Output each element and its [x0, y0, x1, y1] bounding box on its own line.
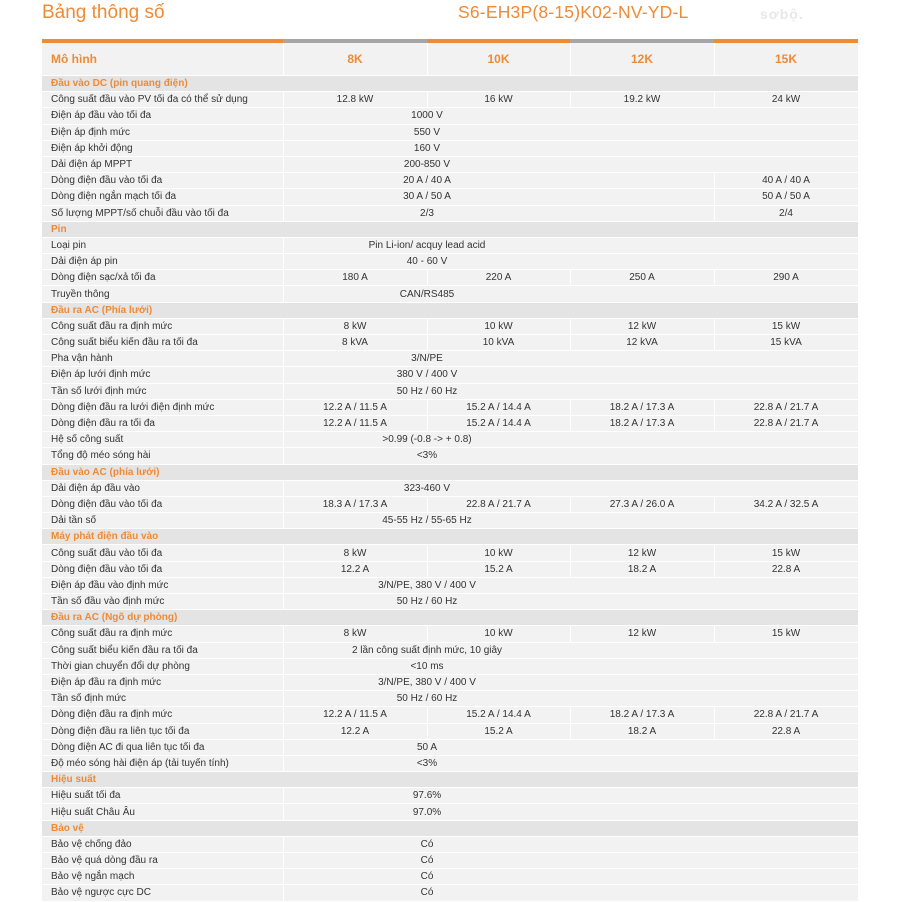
spec-value-text: <3%	[416, 757, 438, 769]
spec-value-merged	[283, 691, 858, 707]
spec-value-text: 160 V	[413, 142, 441, 154]
spec-value-merged	[283, 383, 858, 399]
spec-value-merged	[283, 432, 858, 448]
spec-label: Dòng điện ngắn mạch tối đa	[42, 189, 283, 205]
table-row	[42, 723, 858, 739]
spec-label: Tần số lưới định mức	[42, 383, 283, 399]
spec-value: 12.8 kW	[283, 92, 427, 108]
spec-value-text: Có	[420, 838, 434, 850]
spec-value-text: 20 A / 40 A	[403, 175, 451, 187]
spec-value-text: Có	[420, 871, 434, 883]
spec-label: Dải điện áp MPPT	[42, 156, 283, 172]
table-row	[42, 270, 858, 286]
table-row	[42, 140, 858, 156]
spec-label: Bảo vệ quá dòng đầu ra	[42, 853, 283, 869]
spec-value-merged	[283, 140, 858, 156]
spec-value-merged	[283, 674, 858, 690]
section-title: Pin	[42, 221, 858, 237]
spec-value-merged	[283, 448, 858, 464]
spec-value-merged	[283, 755, 858, 771]
spec-label: Dòng điện sạc/xả tối đa	[42, 270, 283, 286]
spec-value: 22.8 A	[714, 561, 858, 577]
spec-value: 15.2 A / 14.4 A	[427, 399, 570, 415]
spec-value: 15.2 A / 14.4 A	[427, 707, 570, 723]
table-row	[42, 836, 858, 852]
spec-value: 15 kW	[714, 545, 858, 561]
section-header-row	[42, 610, 858, 626]
spec-value-text: 40 - 60 V	[406, 256, 448, 268]
spec-value: 24 kW	[714, 92, 858, 108]
spec-value-text: Có	[420, 855, 434, 867]
table-row	[42, 545, 858, 561]
spec-value: 15 kW	[714, 626, 858, 642]
spec-label: Dòng điện đầu vào tối đa	[42, 561, 283, 577]
column-header-12k: 12K	[570, 43, 714, 76]
spec-label: Công suất biểu kiến đầu ra tối đa	[42, 335, 283, 351]
column-header-15k: 15K	[714, 43, 858, 76]
spec-value-text: 97.6%	[412, 790, 442, 802]
spec-value-merged	[283, 173, 714, 189]
table-row	[42, 885, 858, 901]
spec-value: 15 kW	[714, 318, 858, 334]
spec-value-merged	[283, 577, 858, 593]
spec-value: 18.2 A / 17.3 A	[570, 415, 714, 431]
spec-value-merged	[283, 853, 858, 869]
spec-value-merged	[283, 108, 858, 124]
spec-value-text: 50 Hz / 60 Hz	[396, 596, 458, 608]
spec-value-text: 97.0%	[412, 806, 442, 818]
section-title: Hiệu suất	[42, 772, 858, 788]
table-row	[42, 254, 858, 270]
spec-label: Điện áp khởi động	[42, 140, 283, 156]
spec-label: Bảo vệ ngược cực DC	[42, 885, 283, 901]
spec-value: 15.2 A	[427, 561, 570, 577]
spec-value-text: Có	[420, 887, 434, 899]
table-row	[42, 156, 858, 172]
spec-label: Công suất đầu vào PV tối đa có thể sử dụng	[42, 92, 283, 108]
table-row	[42, 788, 858, 804]
spec-value-text: 323-460 V	[403, 482, 451, 494]
table-row	[42, 415, 858, 431]
table-row	[42, 367, 858, 383]
spec-value: 27.3 A / 26.0 A	[570, 496, 714, 512]
spec-value: 18.2 A	[570, 561, 714, 577]
spec-label: Tổng độ méo sóng hài	[42, 448, 283, 464]
table-row	[42, 626, 858, 642]
spec-value-merged	[283, 480, 858, 496]
section-title: Đầu ra AC (Ngõ dự phòng)	[42, 610, 858, 626]
spec-value-merged	[283, 237, 858, 253]
spec-value-text: 200-850 V	[403, 159, 451, 171]
spec-value: 290 A	[714, 270, 858, 286]
section-header-row	[42, 529, 858, 545]
section-title: Đầu vào AC (phía lưới)	[42, 464, 858, 480]
spec-label: Dòng điện đầu ra tối đa	[42, 415, 283, 431]
spec-value-text: 550 V	[413, 126, 441, 138]
spec-value: 12 kVA	[570, 335, 714, 351]
spec-label: Truyền thông	[42, 286, 283, 302]
spec-label: Điện áp đầu vào định mức	[42, 577, 283, 593]
spec-value: 10 kVA	[427, 335, 570, 351]
spec-value: 10 kW	[427, 545, 570, 561]
spec-label: Tần số đầu vào định mức	[42, 594, 283, 610]
spec-value: 15 kVA	[714, 335, 858, 351]
page-title: Bảng thông số	[42, 2, 165, 23]
table-row	[42, 92, 858, 108]
table-row	[42, 351, 858, 367]
spec-value: 220 A	[427, 270, 570, 286]
table-row	[42, 642, 858, 658]
table-row	[42, 318, 858, 334]
section-header-row	[42, 820, 858, 836]
table-row	[42, 577, 858, 593]
spec-value: 8 kW	[283, 545, 427, 561]
spec-value-text: 2/3	[420, 207, 434, 219]
section-header-row	[42, 302, 858, 318]
spec-value-merged	[283, 254, 858, 270]
table-row	[42, 561, 858, 577]
section-header-row	[42, 221, 858, 237]
spec-value: 12 kW	[570, 318, 714, 334]
table-header-row	[42, 43, 858, 76]
spec-label: Điện áp định mức	[42, 124, 283, 140]
table-row	[42, 124, 858, 140]
section-title: Máy phát điện đầu vào	[42, 529, 858, 545]
spec-value: 180 A	[283, 270, 427, 286]
spec-label: Công suất đầu ra định mức	[42, 626, 283, 642]
spec-label: Loại pin	[42, 237, 283, 253]
spec-label: Dòng điện đầu vào tối đa	[42, 173, 283, 189]
section-title: Bảo vệ	[42, 820, 858, 836]
table-row	[42, 658, 858, 674]
spec-value-merged	[283, 156, 858, 172]
spec-value-text: 30 A / 50 A	[403, 191, 451, 203]
spec-value: 18.3 A / 17.3 A	[283, 496, 427, 512]
spec-value: 10 kW	[427, 626, 570, 642]
table-row	[42, 869, 858, 885]
spec-value: 250 A	[570, 270, 714, 286]
spec-label: Thời gian chuyển đổi dự phòng	[42, 658, 283, 674]
spec-value-merged	[283, 885, 858, 901]
spec-value-text: 45-55 Hz / 55-65 Hz	[382, 515, 472, 527]
table-row	[42, 108, 858, 124]
spec-value-text: 380 V / 400 V	[396, 369, 458, 381]
spec-table	[42, 43, 859, 902]
spec-value-text: CAN/RS485	[399, 288, 455, 300]
spec-value: 22.8 A / 21.7 A	[714, 399, 858, 415]
spec-value: 10 kW	[427, 318, 570, 334]
column-header-8k: 8K	[283, 43, 427, 76]
spec-value-merged	[283, 869, 858, 885]
spec-value: 12.2 A / 11.5 A	[283, 399, 427, 415]
table-row	[42, 237, 858, 253]
spec-value-text: 3/N/PE	[411, 353, 443, 365]
spec-label: Dòng điện AC đi qua liên tục tối đa	[42, 739, 283, 755]
table-row	[42, 480, 858, 496]
table-row	[42, 189, 858, 205]
section-title: Đầu vào DC (pin quang điện)	[42, 76, 858, 92]
table-row	[42, 286, 858, 302]
spec-label: Dải điện áp đầu vào	[42, 480, 283, 496]
spec-label: Pha vận hành	[42, 351, 283, 367]
spec-label: Độ méo sóng hài điện áp (tải tuyến tính)	[42, 755, 283, 771]
spec-value-text: <3%	[416, 450, 438, 462]
spec-value: 12.2 A / 11.5 A	[283, 707, 427, 723]
spec-value-merged	[283, 804, 858, 820]
spec-value: 34.2 A / 32.5 A	[714, 496, 858, 512]
spec-value: 2/4	[714, 205, 858, 221]
spec-label: Điện áp đầu ra định mức	[42, 674, 283, 690]
section-title: Đầu ra AC (Phía lưới)	[42, 302, 858, 318]
spec-value-merged	[283, 286, 858, 302]
spec-value-merged	[283, 513, 858, 529]
spec-label: Số lượng MPPT/số chuỗi đầu vào tối đa	[42, 205, 283, 221]
spec-value: 18.2 A	[570, 723, 714, 739]
spec-value-merged	[283, 205, 714, 221]
table-row	[42, 205, 858, 221]
spec-value-text: Pin Li-ion/ acquy lead acid	[368, 239, 486, 251]
table-row	[42, 432, 858, 448]
spec-value-merged	[283, 367, 858, 383]
spec-value: 15.2 A	[427, 723, 570, 739]
spec-label: Dòng điện đầu vào tối đa	[42, 496, 283, 512]
spec-value: 50 A / 50 A	[714, 189, 858, 205]
spec-value: 40 A / 40 A	[714, 173, 858, 189]
table-row	[42, 173, 858, 189]
spec-value: 15.2 A / 14.4 A	[427, 415, 570, 431]
spec-value: 22.8 A / 21.7 A	[714, 415, 858, 431]
spec-value: 22.8 A / 21.7 A	[714, 707, 858, 723]
spec-value-text: 50 Hz / 60 Hz	[396, 693, 458, 705]
spec-value-text: 3/N/PE, 380 V / 400 V	[378, 579, 476, 591]
spec-value: 12.2 A	[283, 723, 427, 739]
spec-value: 16 kW	[427, 92, 570, 108]
spec-label: Dải tần số	[42, 513, 283, 529]
watermark: sơbộ.	[760, 6, 804, 22]
spec-value-merged	[283, 836, 858, 852]
spec-value: 12 kW	[570, 545, 714, 561]
table-row	[42, 707, 858, 723]
spec-label: Hiệu suất tối đa	[42, 788, 283, 804]
spec-value: 18.2 A / 17.3 A	[570, 707, 714, 723]
table-row	[42, 448, 858, 464]
spec-value: 22.8 A	[714, 723, 858, 739]
spec-value-text: 50 A	[416, 741, 438, 753]
table-row	[42, 739, 858, 755]
spec-label: Công suất biểu kiến đầu ra tối đa	[42, 642, 283, 658]
spec-label: Dải điện áp pin	[42, 254, 283, 270]
spec-value-text: 3/N/PE, 380 V / 400 V	[378, 677, 476, 689]
spec-label: Tần số định mức	[42, 691, 283, 707]
spec-value: 12 kW	[570, 626, 714, 642]
table-row	[42, 335, 858, 351]
spec-label: Bảo vệ chống đảo	[42, 836, 283, 852]
table-row	[42, 513, 858, 529]
spec-value-merged	[283, 124, 858, 140]
spec-value: 19.2 kW	[570, 92, 714, 108]
column-header-model: Mô hình	[42, 43, 283, 76]
model-code: S6-EH3P(8-15)K02-NV-YD-L	[458, 2, 689, 22]
table-row	[42, 691, 858, 707]
spec-value-text: 50 Hz / 60 Hz	[396, 385, 458, 397]
spec-label: Điện áp đầu vào tối đa	[42, 108, 283, 124]
table-row	[42, 594, 858, 610]
spec-value-text: <10 ms	[410, 660, 444, 672]
spec-value-merged	[283, 594, 858, 610]
spec-value: 22.8 A / 21.7 A	[427, 496, 570, 512]
table-row	[42, 755, 858, 771]
spec-value: 12.2 A / 11.5 A	[283, 415, 427, 431]
spec-value: 12.2 A	[283, 561, 427, 577]
spec-value-text: 1000 V	[411, 110, 443, 122]
spec-label: Công suất đầu ra định mức	[42, 318, 283, 334]
spec-value-text: 2 lần công suất định mức, 10 giây	[351, 644, 503, 656]
spec-label: Công suất đầu vào tối đa	[42, 545, 283, 561]
table-row	[42, 674, 858, 690]
section-header-row	[42, 76, 858, 92]
spec-value-merged	[283, 739, 858, 755]
table-row	[42, 399, 858, 415]
spec-label: Hiệu suất Châu Âu	[42, 804, 283, 820]
section-header-row	[42, 464, 858, 480]
section-header-row	[42, 772, 858, 788]
column-header-10k: 10K	[427, 43, 570, 76]
spec-label: Dòng điện đầu ra định mức	[42, 707, 283, 723]
spec-value-merged	[283, 658, 858, 674]
spec-value: 8 kVA	[283, 335, 427, 351]
spec-value: 18.2 A / 17.3 A	[570, 399, 714, 415]
table-row	[42, 804, 858, 820]
table-row	[42, 496, 858, 512]
table-row	[42, 853, 858, 869]
spec-label: Dòng điện đầu ra lưới điện định mức	[42, 399, 283, 415]
spec-label: Hệ số công suất	[42, 432, 283, 448]
spec-label: Dòng điện đầu ra liên tục tối đa	[42, 723, 283, 739]
table-row	[42, 383, 858, 399]
spec-value: 8 kW	[283, 626, 427, 642]
spec-label: Điện áp lưới định mức	[42, 367, 283, 383]
spec-label: Bảo vệ ngắn mạch	[42, 869, 283, 885]
spec-value-text: >0.99 (-0.8 -> + 0.8)	[382, 434, 472, 446]
spec-value-merged	[283, 788, 858, 804]
spec-value: 8 kW	[283, 318, 427, 334]
spec-value-merged	[283, 189, 714, 205]
spec-value-merged	[283, 642, 858, 658]
spec-value-merged	[283, 351, 858, 367]
